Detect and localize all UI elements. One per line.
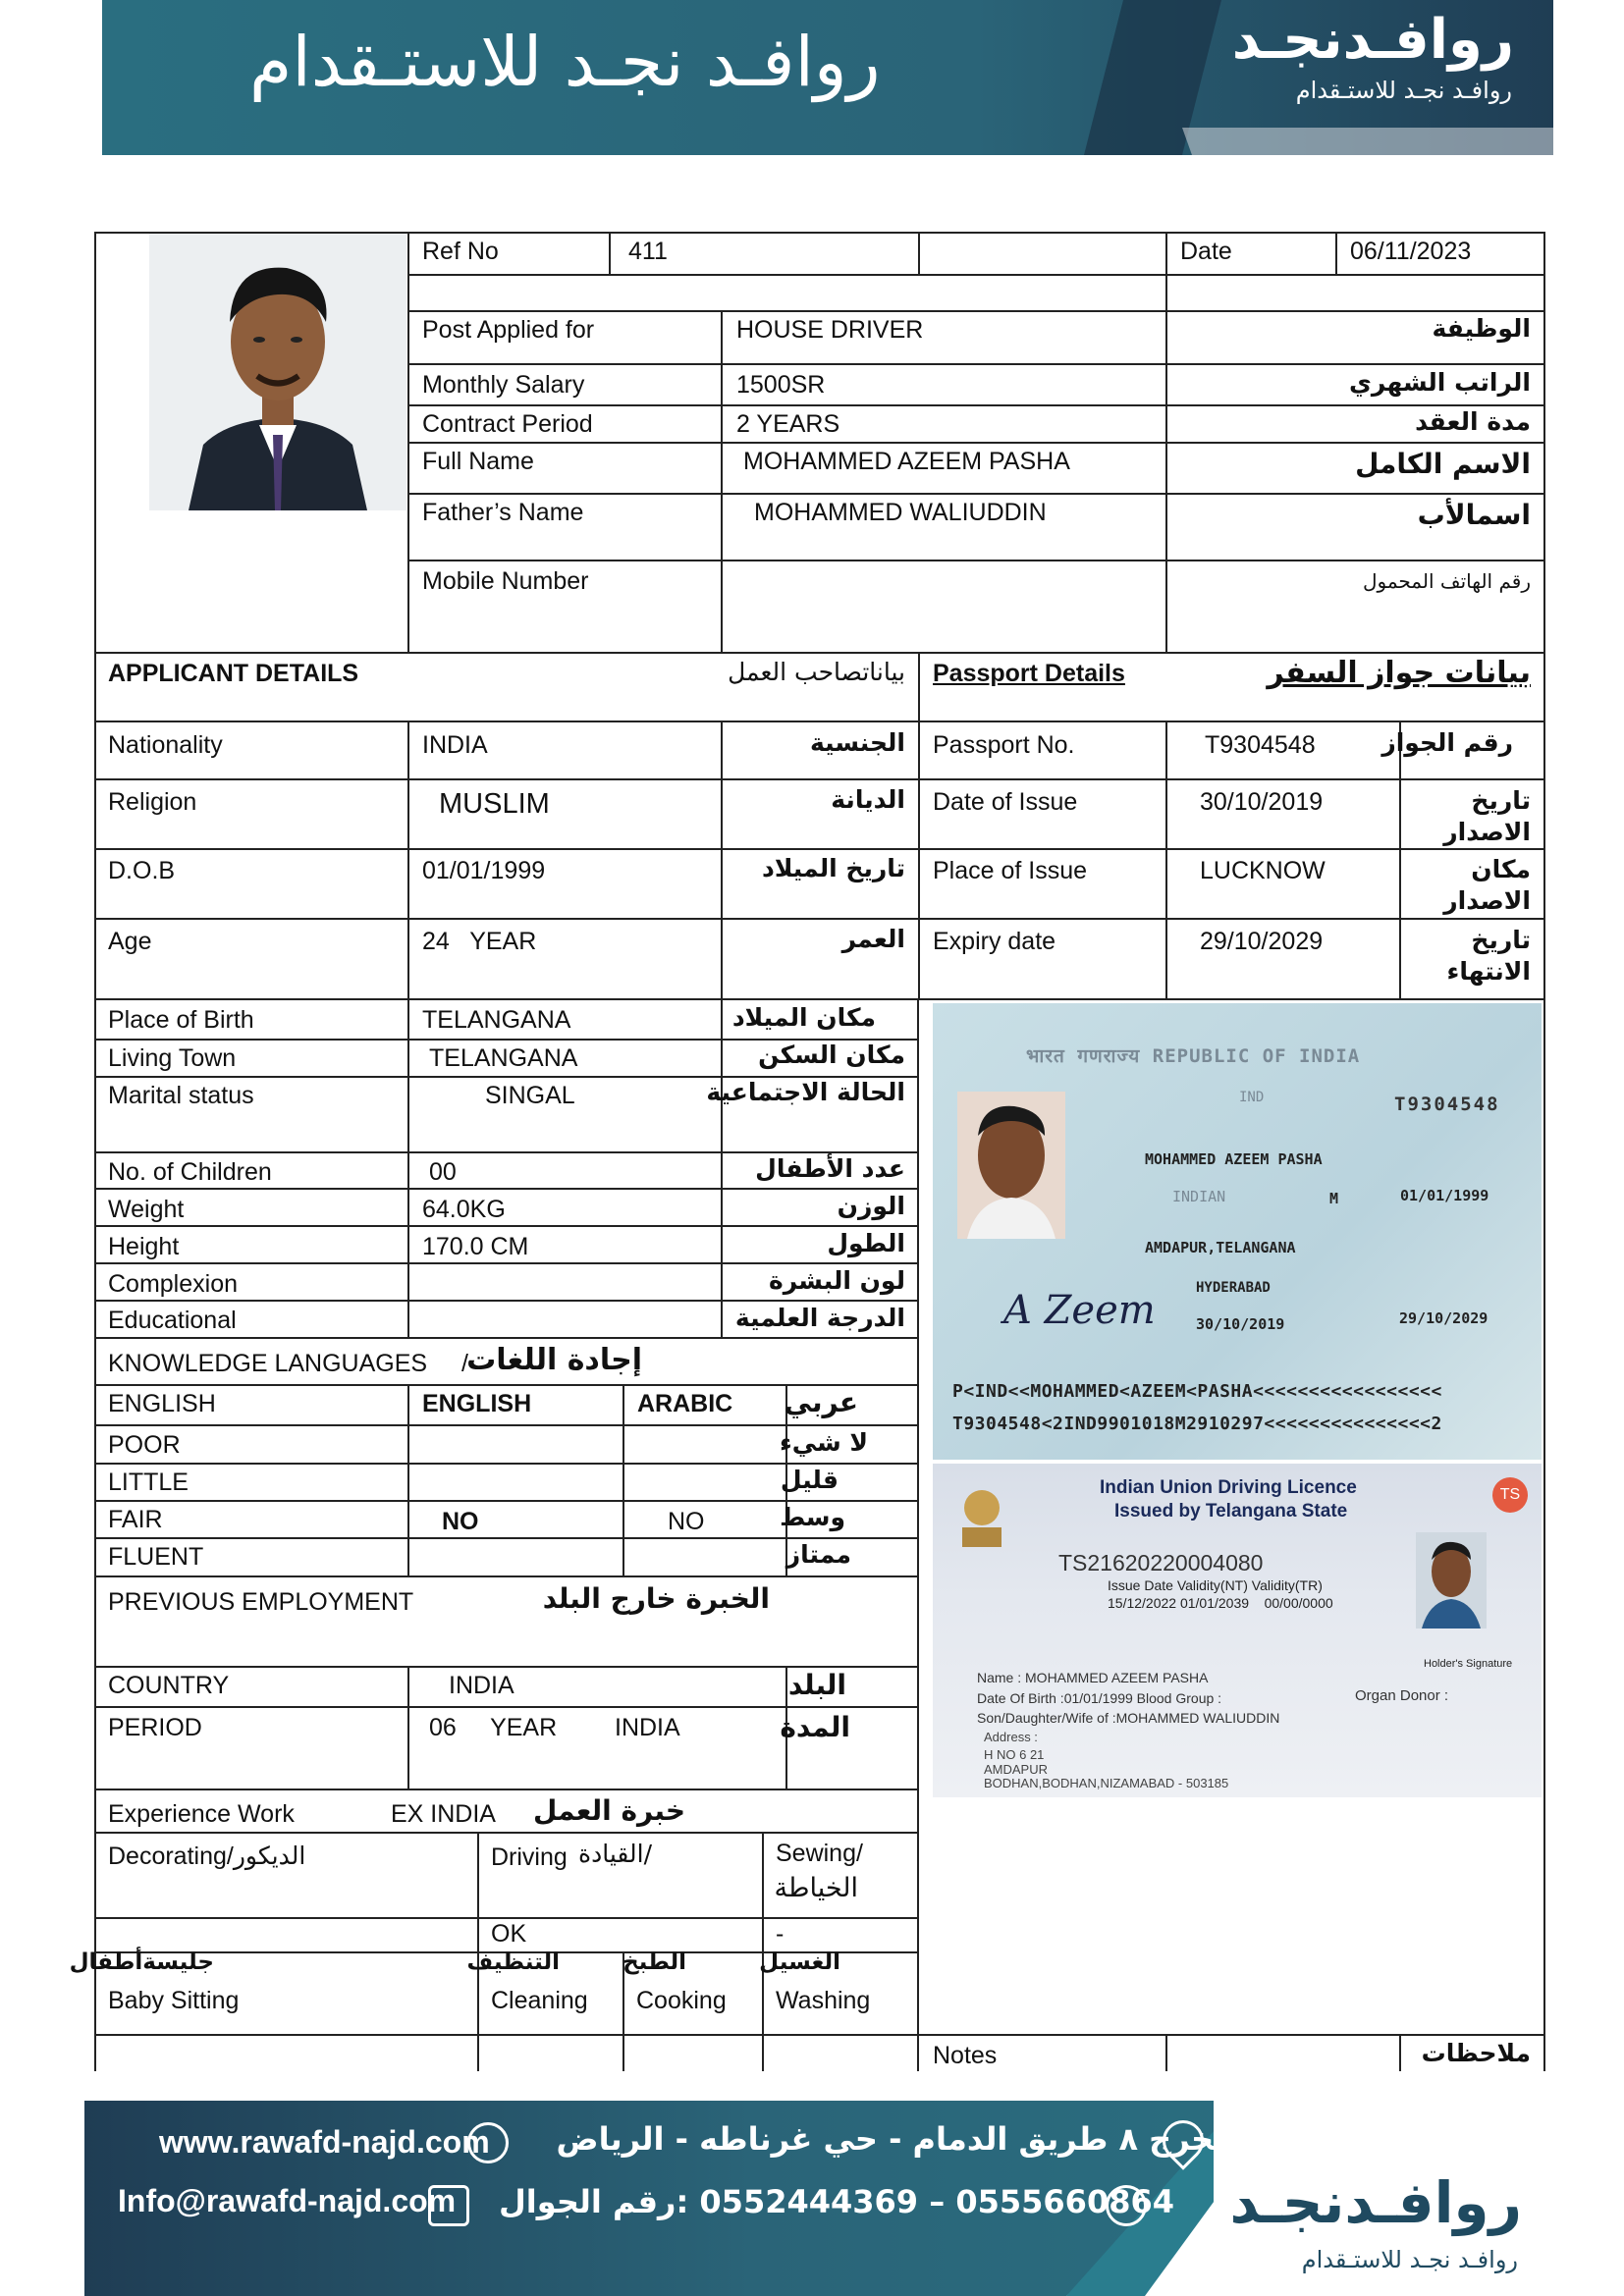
period-label: PERIOD xyxy=(108,1714,202,1741)
licence-title-2: Issued by Telangana State xyxy=(1114,1501,1348,1522)
washing-ar: الغسيل xyxy=(759,1949,840,1975)
country-label: COUNTRY xyxy=(108,1672,230,1699)
living-town-ar: مكان السكن xyxy=(758,1041,905,1069)
age-value: 24 YEAR xyxy=(422,928,537,955)
issue-date-label: Date of Issue xyxy=(933,788,1078,816)
passport-scan-birthplace: AMDAPUR,TELANGANA xyxy=(1145,1239,1296,1256)
notes-ar: ملاحظات xyxy=(1421,2039,1531,2067)
nationality-value: INDIA xyxy=(422,731,488,759)
previous-employment-heading: PREVIOUS EMPLOYMENT xyxy=(108,1588,414,1616)
religion-value: MUSLIM xyxy=(439,788,550,820)
driving-ar: /القيادة xyxy=(577,1840,652,1868)
phone-icon xyxy=(1106,2185,1147,2226)
ref-no-value: 411 xyxy=(628,238,668,265)
applicant-details-heading: APPLICANT DETAILS xyxy=(108,660,359,687)
licence-address-2: AMDAPUR xyxy=(984,1762,1049,1777)
washing-label: Washing xyxy=(776,1987,871,2014)
lang-fair-label: FAIR xyxy=(108,1506,163,1533)
footer-logo-subtitle: روافـد نجـد للاستـقدام xyxy=(1301,2246,1518,2273)
issue-date-ar: تاريخ الاصدار xyxy=(1443,786,1531,846)
weight-label: Weight xyxy=(108,1196,185,1223)
issue-place-value: LUCKNOW xyxy=(1200,857,1326,884)
salary-value: 1500SR xyxy=(736,371,826,399)
globe-icon xyxy=(467,2122,509,2163)
passport-scan-sex: M xyxy=(1329,1190,1339,1207)
header-logo-subtitle: روافـد نجـد للاستـقدام xyxy=(1295,77,1512,104)
passport-scan-expiry: 29/10/2029 xyxy=(1399,1309,1489,1327)
lang-poor-label: POOR xyxy=(108,1431,181,1459)
post-applied-value: HOUSE DRIVER xyxy=(736,316,924,344)
post-applied-ar: الوظيفة xyxy=(1432,314,1531,343)
expiry-ar: تاريخ الانتهاء xyxy=(1446,926,1531,986)
header-banner xyxy=(102,0,1553,157)
children-label: No. of Children xyxy=(108,1158,272,1186)
passport-scan-nationality: INDIAN xyxy=(1172,1188,1226,1205)
passport-details-heading: Passport Details xyxy=(933,660,1125,687)
footer-banner xyxy=(84,2081,1557,2296)
passport-no-label: Passport No. xyxy=(933,731,1075,759)
weight-value: 64.0KG xyxy=(422,1196,506,1223)
living-town-label: Living Town xyxy=(108,1044,237,1072)
marital-status-value: SINGAL xyxy=(485,1082,575,1109)
licence-address-3: BODHAN,BODHAN,NIZAMABAD - 503185 xyxy=(984,1776,1229,1790)
religion-ar: الديانة xyxy=(831,785,905,814)
height-value: 170.0 CM xyxy=(422,1233,529,1260)
salary-ar: الراتب الشهري xyxy=(1349,368,1531,397)
notes-label: Notes xyxy=(933,2042,998,2069)
age-label: Age xyxy=(108,928,152,955)
contract-label: Contract Period xyxy=(422,410,593,438)
lang-little-label: LITTLE xyxy=(108,1468,189,1496)
period-value: 06 YEAR xyxy=(429,1714,558,1741)
religion-label: Religion xyxy=(108,788,197,816)
educational-label: Educational xyxy=(108,1307,237,1334)
birth-place-ar: مكان الميلاد xyxy=(731,1003,876,1032)
mail-icon xyxy=(428,2185,469,2226)
lang-fair-arabic: NO xyxy=(668,1508,705,1535)
licence-holder-signature: Holder's Signature xyxy=(1424,1658,1513,1670)
marital-status-ar: الحالة الاجتماعية xyxy=(706,1078,905,1106)
issue-place-label: Place of Issue xyxy=(933,857,1088,884)
cooking-ar: الطبخ xyxy=(623,1949,686,1975)
header-title: روافـد نجـد للاستـقدام xyxy=(249,22,881,102)
licence-state-badge: TS xyxy=(1492,1477,1528,1513)
licence-address-label: Address : xyxy=(984,1730,1038,1744)
passport-scan-signature: A Zeem xyxy=(1003,1288,1156,1333)
emblem-icon xyxy=(947,1478,1016,1557)
full-name-ar: الاسم الكامل xyxy=(1355,448,1531,480)
expiry-value: 29/10/2029 xyxy=(1200,928,1324,955)
salary-label: Monthly Salary xyxy=(422,371,585,399)
period-ar: المدة xyxy=(780,1711,850,1743)
languages-slash: / xyxy=(461,1350,468,1377)
licence-son-of: Son/Daughter/Wife of :MOHAMMED WALIUDDIN xyxy=(977,1710,1280,1726)
lang-col-english-header: ENGLISH xyxy=(422,1390,532,1417)
experience-ar: خبرة العمل xyxy=(533,1794,685,1827)
previous-employment-heading-ar: الخبرة خارج البلد xyxy=(542,1582,770,1615)
lang-col-ar-header: عربي xyxy=(784,1386,858,1418)
educational-ar: الدرجة العلمية xyxy=(734,1304,905,1332)
driving-value: OK xyxy=(491,1920,527,1948)
applicant-portrait-icon xyxy=(149,234,406,510)
lang-col-english: ENGLISH xyxy=(108,1390,216,1417)
footer-logo: روافـدنجـد xyxy=(1229,2169,1522,2236)
children-ar: عدد الأطفال xyxy=(755,1154,905,1183)
decorating-label: Decorating/الديكور xyxy=(108,1842,306,1870)
sewing-label: Sewing/ xyxy=(776,1840,863,1867)
full-name-label: Full Name xyxy=(422,448,534,475)
footer-website[interactable]: www.rawafd-najd.com xyxy=(159,2124,490,2160)
lang-fluent-ar: ممتاز xyxy=(785,1540,851,1569)
weight-ar: الوزن xyxy=(837,1192,905,1220)
expiry-label: Expiry date xyxy=(933,928,1056,955)
lang-fair-english: NO xyxy=(442,1508,479,1535)
sewing-value: - xyxy=(776,1920,785,1948)
cleaning-label: Cleaning xyxy=(491,1987,588,2014)
licence-validity-head: Issue Date Validity(NT) Validity(TR) xyxy=(1108,1577,1323,1593)
marital-status-label: Marital status xyxy=(108,1082,254,1109)
country-value: INDIA xyxy=(449,1672,514,1699)
lang-col-arabic-header: ARABIC xyxy=(637,1390,733,1417)
full-name-value: MOHAMMED AZEEM PASHA xyxy=(743,448,1070,475)
passport-photo-icon xyxy=(957,1092,1065,1239)
passport-scan-header: भारत गणराज्य REPUBLIC OF INDIA xyxy=(1026,1045,1361,1067)
lang-fair-ar: وسط xyxy=(780,1503,845,1531)
passport-no-value: T9304548 xyxy=(1205,731,1316,759)
height-ar: الطول xyxy=(827,1229,905,1257)
licence-address-1: H NO 6 21 xyxy=(984,1747,1045,1762)
cleaning-ar: التنظيف xyxy=(466,1949,560,1975)
father-name-label: Father’s Name xyxy=(422,499,584,526)
licence-title-1: Indian Union Driving Licence xyxy=(1100,1477,1357,1498)
birth-place-label: Place of Birth xyxy=(108,1006,254,1034)
dob-label: D.O.B xyxy=(108,857,176,884)
dob-ar: تاريخ الميلاد xyxy=(761,854,905,882)
applicant-photo xyxy=(149,234,406,510)
height-label: Height xyxy=(108,1233,180,1260)
licence-number: TS21620220004080 xyxy=(1058,1550,1264,1575)
post-applied-label: Post Applied for xyxy=(422,316,595,344)
date-value: 06/11/2023 xyxy=(1350,238,1472,265)
mobile-ar: رقم الهاتف المحمول xyxy=(1362,569,1531,593)
passport-scan-number: T9304548 xyxy=(1394,1094,1500,1115)
father-name-value: MOHAMMED WALIUDDIN xyxy=(754,499,1047,526)
passport-scan-issue-date: 30/10/2019 xyxy=(1196,1315,1285,1333)
passport-no-ar: رقم الجواز xyxy=(1381,728,1513,757)
issue-place-ar: مكان الاصدار xyxy=(1443,855,1531,915)
passport-scan-issue-place: HYDERABAD xyxy=(1196,1280,1271,1296)
passport-scan-name: MOHAMMED AZEEM PASHA xyxy=(1145,1150,1323,1168)
licence-dob: Date Of Birth :01/01/1999 Blood Group : xyxy=(977,1690,1222,1706)
date-label: Date xyxy=(1180,238,1232,265)
passport-scan xyxy=(933,1003,1542,1460)
passport-scan-mrz1: P<IND<<MOHAMMED<AZEEM<PASHA<<<<<<<<<<<<<<<<< xyxy=(952,1381,1442,1402)
living-town-value: TELANGANA xyxy=(429,1044,578,1072)
mobile-label: Mobile Number xyxy=(422,567,589,595)
passport-scan-mrz2: T9304548<2IND9901018M2910297<<<<<<<<<<<<<<<2 xyxy=(952,1414,1442,1434)
passport-scan-dob: 01/01/1999 xyxy=(1400,1187,1489,1204)
period-place: INDIA xyxy=(615,1714,680,1741)
baby-sitting-ar: جليسةأطفال xyxy=(69,1949,214,1975)
children-value: 00 xyxy=(429,1158,457,1186)
experience-label: Experience Work xyxy=(108,1800,295,1828)
ref-no-label: Ref No xyxy=(422,238,499,265)
lang-poor-ar: لا شيء xyxy=(780,1428,868,1457)
driving-label: Driving xyxy=(491,1843,568,1871)
passport-scan-country: IND xyxy=(1239,1090,1265,1105)
footer-address: مخرج ٨ طريق الدمام - حي غرناطه - الرياض xyxy=(556,2120,1233,2158)
contract-value: 2 YEARS xyxy=(736,410,840,438)
experience-value: EX INDIA xyxy=(391,1800,496,1828)
languages-heading: KNOWLEDGE LANGUAGES xyxy=(108,1350,428,1377)
footer-email[interactable]: Info@rawafd-najd.com xyxy=(118,2183,457,2218)
dob-value: 01/01/1999 xyxy=(422,857,546,884)
driving-licence-scan xyxy=(933,1464,1542,1797)
birth-place-value: TELANGANA xyxy=(422,1006,571,1034)
applicant-details-heading-ar: بياناتصاحب العمل xyxy=(728,658,905,686)
header-logo: روافـدنجـد xyxy=(1231,8,1514,72)
lang-little-ar: قليل xyxy=(780,1466,839,1494)
sewing-ar: الخياطة xyxy=(774,1873,858,1903)
lang-fluent-label: FLUENT xyxy=(108,1543,204,1571)
nationality-label: Nationality xyxy=(108,731,223,759)
licence-photo-icon xyxy=(1416,1532,1487,1629)
complexion-label: Complexion xyxy=(108,1270,239,1298)
contract-ar: مدة العقد xyxy=(1415,407,1531,436)
father-name-ar: اسمالأب xyxy=(1417,499,1531,531)
licence-validity-values: 15/12/2022 01/01/2039 00/00/0000 xyxy=(1108,1595,1333,1611)
licence-organ-donor: Organ Donor : xyxy=(1355,1687,1449,1704)
age-ar: العمر xyxy=(841,925,905,953)
complexion-ar: لون البشرة xyxy=(768,1266,905,1295)
nationality-ar: الجنسية xyxy=(810,728,905,757)
footer-phones: 0555660864 – 0552444369 :رقم الجوال xyxy=(499,2183,1174,2220)
passport-details-heading-ar: بيانات جواز السفر xyxy=(1267,656,1531,690)
issue-date-value: 30/10/2019 xyxy=(1200,788,1324,816)
cooking-label: Cooking xyxy=(636,1987,727,2014)
baby-sitting-label: Baby Sitting xyxy=(108,1987,240,2014)
country-ar: البلد xyxy=(787,1669,846,1701)
languages-heading-ar: إجادة اللغات xyxy=(466,1343,642,1377)
licence-name: Name : MOHAMMED AZEEM PASHA xyxy=(977,1670,1209,1685)
